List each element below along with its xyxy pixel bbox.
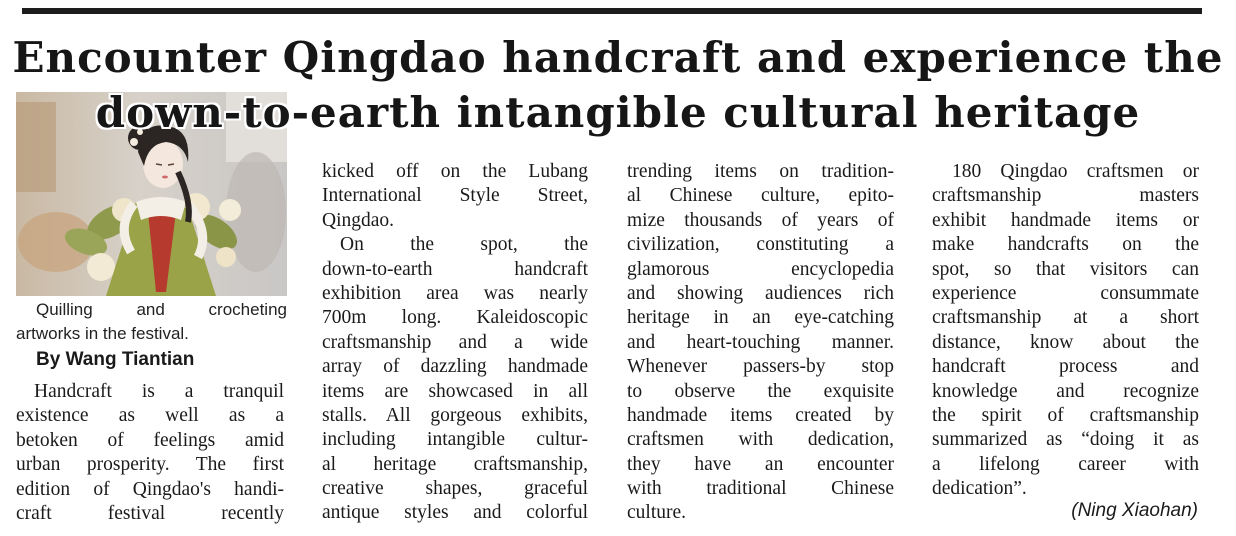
text-line: handcraft process and <box>932 356 1199 378</box>
text-line: trending items on tradition- <box>627 161 894 182</box>
text-line: Qingdao. <box>322 209 395 231</box>
photo-caption-line-2: artworks in the festival. <box>16 324 189 343</box>
text-line: International Style Street, <box>322 185 588 207</box>
text-line: mize thousands of years of <box>627 209 894 231</box>
article-column-1 <box>16 380 284 526</box>
text-line: experience consummate <box>932 282 1199 304</box>
text-line: handmade items created by <box>627 404 894 426</box>
text-line: and heart-touching manner. <box>627 331 894 353</box>
article-column-3 <box>627 160 894 526</box>
text-line: civilization, constituting a <box>627 234 894 256</box>
text-line: al heritage craftsmanship, <box>322 453 588 475</box>
text-line: al Chinese culture, epito- <box>627 185 894 207</box>
photo-caption-line-1: Quilling and crocheting <box>36 300 287 319</box>
text-line: edition of Qingdao's handi- <box>16 478 284 500</box>
text-line: summarized as “doing it as <box>932 429 1199 451</box>
author-signoff: (Ning Xiaohan) <box>1071 500 1198 521</box>
text-line: urban prosperity. The first <box>16 454 284 476</box>
byline: By Wang Tiantian <box>36 349 195 370</box>
text-line: and showing audiences rich <box>627 282 894 304</box>
text-line: exhibition area was nearly <box>322 282 588 304</box>
top-rule <box>22 8 1202 14</box>
headline-line-2: down-to-earth intangible cultural heritage <box>95 88 1141 137</box>
text-line: existence as well as a <box>16 405 284 427</box>
photo-caption <box>16 298 287 346</box>
text-line: a lifelong career with <box>932 453 1199 475</box>
text-line: On the spot, the <box>340 234 588 256</box>
text-line: craftsmanship and a wide <box>322 331 588 353</box>
text-line: stalls. All gorgeous exhibits, <box>322 404 588 426</box>
text-line: antique styles and colorful <box>322 502 588 524</box>
text-line: array of dazzling handmade <box>322 356 588 378</box>
text-line: they have an encounter <box>627 453 894 475</box>
headline <box>0 30 1236 140</box>
text-line: betoken of feelings amid <box>16 429 284 451</box>
text-line: 180 Qingdao craftsmen or <box>952 161 1199 182</box>
text-line: craftsmanship masters <box>932 185 1199 207</box>
article-column-2 <box>322 160 588 526</box>
text-line: the spirit of craftsmanship <box>932 404 1199 426</box>
text-line: craftsmanship at a short <box>932 307 1199 329</box>
text-line: dedication”. <box>932 478 1027 500</box>
text-line: down-to-earth handcraft <box>322 258 588 280</box>
text-line: creative shapes, graceful <box>322 478 588 500</box>
text-line: including intangible cultur- <box>322 429 588 451</box>
text-line: with traditional Chinese <box>627 478 894 500</box>
text-line: craft festival recently <box>16 502 284 524</box>
text-line: spot, so that visitors can <box>932 258 1199 280</box>
text-line: craftsmen with dedication, <box>627 429 894 451</box>
text-line: items are showcased in all <box>322 380 588 402</box>
text-line: culture. <box>627 502 687 524</box>
text-line: exhibit handmade items or <box>932 209 1199 231</box>
text-line: heritage in an eye-catching <box>627 307 894 329</box>
text-line: make handcrafts on the <box>932 234 1199 256</box>
article-column-4 <box>932 160 1199 501</box>
text-line: glamorous encyclopedia <box>627 258 894 280</box>
text-line: to observe the exquisite <box>627 380 894 402</box>
text-line: distance, know about the <box>932 331 1199 353</box>
text-line: kicked off on the Lubang <box>322 161 588 182</box>
text-line: Whenever passers-by stop <box>627 356 894 378</box>
headline-line-1: Encounter Qingdao handcraft and experience the <box>12 33 1224 82</box>
text-line: knowledge and recognize <box>932 380 1199 402</box>
text-line: 700m long. Kaleidoscopic <box>322 307 588 329</box>
text-line: Handcraft is a tranquil <box>34 381 284 402</box>
